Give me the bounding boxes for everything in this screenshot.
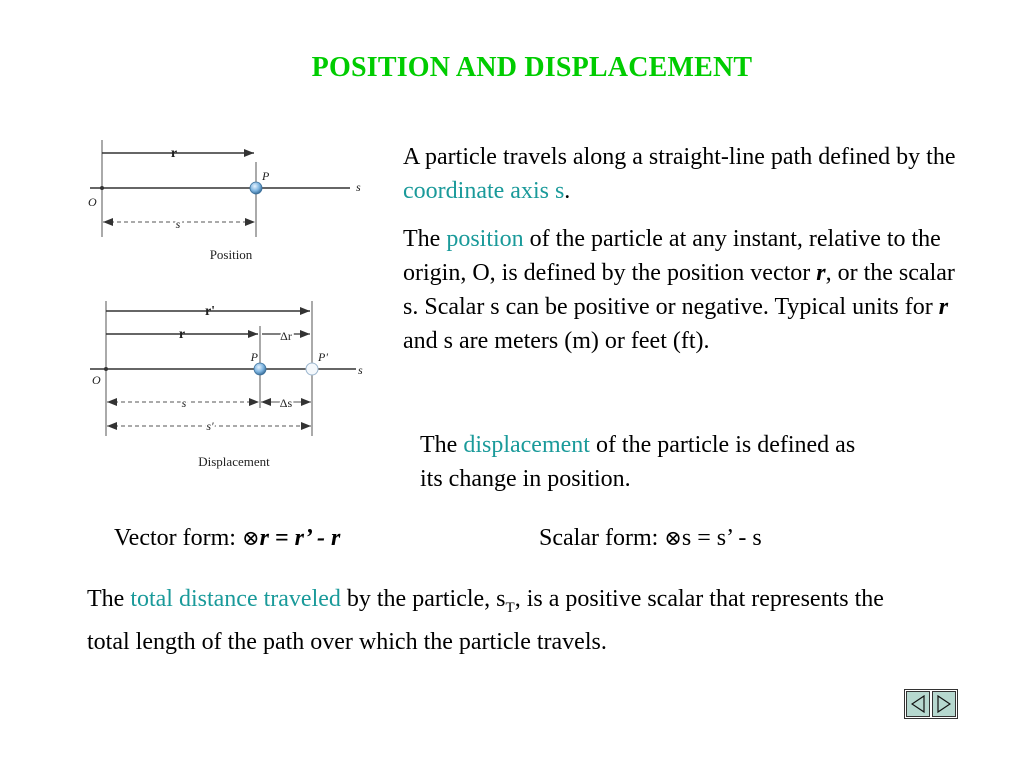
position-s-axis-label: s	[356, 180, 361, 194]
particle-p	[254, 363, 266, 375]
position-s-label: s	[175, 217, 181, 231]
highlight-position: position	[446, 226, 524, 252]
highlight-coordinate-axis: coordinate axis s	[403, 178, 565, 204]
particle-p-prime	[306, 363, 318, 375]
vector-form-expression: r = r’ - r	[259, 525, 341, 551]
slide-navigation	[904, 689, 958, 719]
highlight-displacement: displacement	[463, 432, 590, 458]
triangle-right-icon	[937, 695, 951, 713]
paragraph-coordinate-axis: A particle travels along a straight-line path defined by the coordinate axis s.	[403, 144, 956, 204]
vector-r: r	[816, 260, 826, 286]
origin-point	[104, 367, 108, 371]
highlight-total-distance: total distance traveled	[130, 586, 341, 612]
previous-slide-button[interactable]	[906, 691, 930, 717]
vector-r-units: r	[938, 294, 949, 320]
displacement-s-axis-label: s	[358, 363, 363, 377]
displacement-delta-r-label: Δr	[280, 329, 292, 343]
displacement-figure	[86, 296, 376, 476]
position-caption: Position	[209, 247, 253, 262]
triangle-left-icon	[911, 695, 925, 713]
displacement-p-label: P	[250, 350, 258, 364]
displacement-s-prime-label: s'	[206, 419, 214, 433]
scalar-form-expression: s = s’ - s	[681, 525, 762, 551]
position-p-label: P	[262, 169, 270, 183]
position-figure	[86, 132, 376, 268]
otimes-symbol: ⊗	[664, 526, 682, 550]
page-title: POSITION AND DISPLACEMENT	[311, 52, 753, 83]
displacement-delta-s-label: Δs	[279, 396, 293, 410]
paragraph-position: The position of the particle at any instant, relative to the origin, O, is defined by the position vector r, or the scalar s. Scalar s can be positive or negative. Typical units for r and s are meters (m) or feet (ft).	[403, 226, 955, 354]
position-o-label: O	[88, 195, 97, 209]
displacement-p-prime-label: P'	[318, 350, 328, 364]
particle-p	[250, 182, 262, 194]
next-slide-button[interactable]	[932, 691, 956, 717]
paragraph-total-distance: The total distance traveled by the particle, $s_T$, is a positive scalar that represents the total length of the path over which the particle travels.	[87, 586, 884, 655]
displacement-s-label: s	[181, 396, 187, 410]
displacement-r-label: r	[178, 327, 186, 342]
displacement-o-label: O	[92, 373, 101, 387]
subscript-t: T	[505, 599, 515, 616]
displacement-caption: Displacement	[198, 454, 270, 469]
position-r-label: r	[170, 146, 178, 161]
displacement-r-prime-label: r'	[204, 304, 216, 319]
scalar-form: Scalar form: ⊗s = s’ - s	[539, 525, 762, 551]
otimes-symbol: ⊗	[241, 526, 260, 550]
origin-point	[100, 186, 104, 190]
paragraph-displacement: The displacement of the particle is defined as its change in position.	[420, 432, 856, 492]
vector-form: Vector form: ⊗r = r’ - r	[114, 525, 341, 551]
